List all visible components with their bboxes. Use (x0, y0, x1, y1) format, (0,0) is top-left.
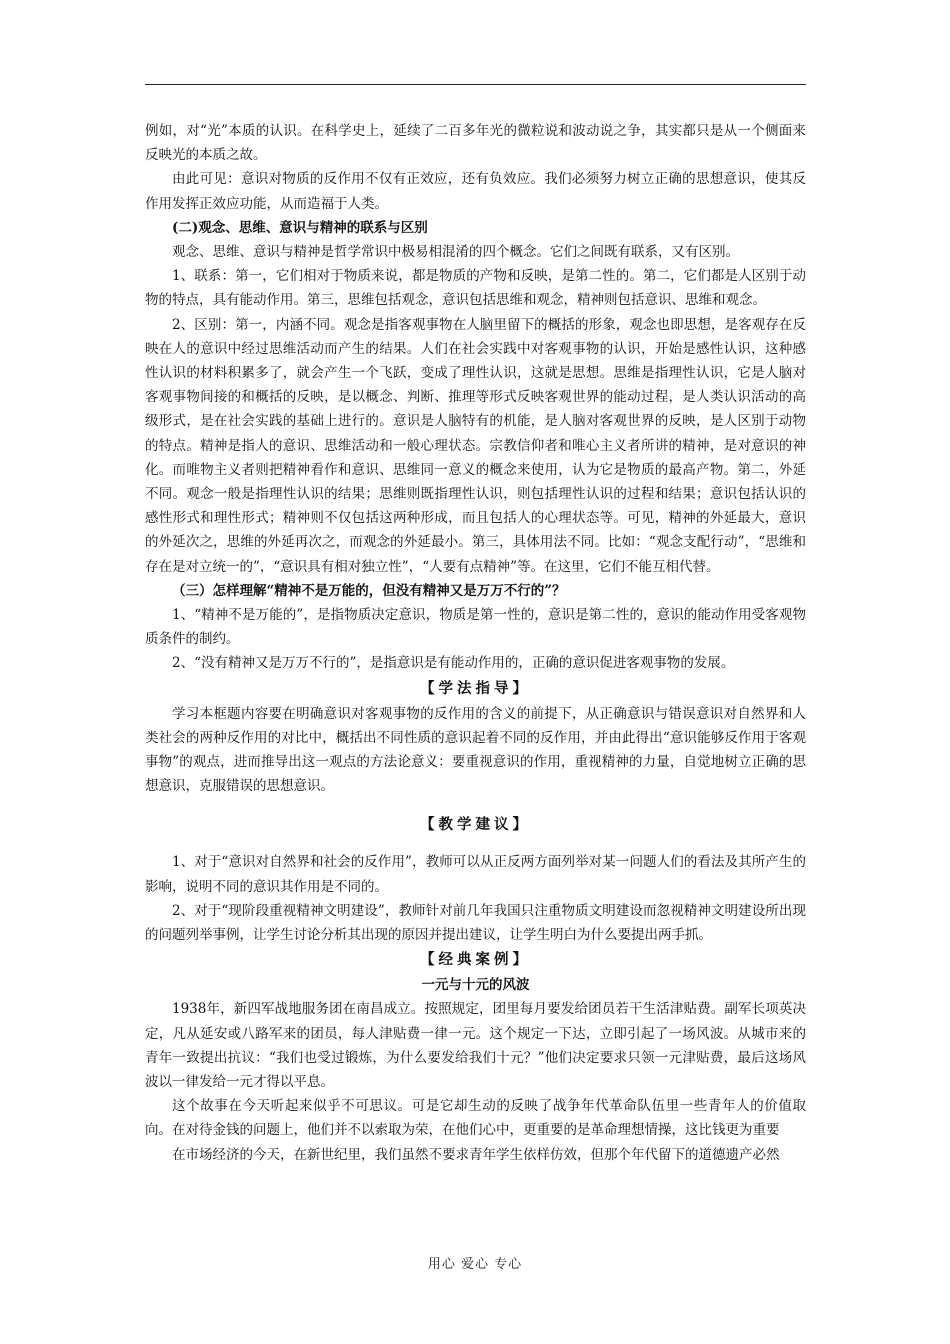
section-heading: (二)观念、思维、意识与精神的联系与区别 (172, 219, 428, 236)
section-title: 【教学建议】 (420, 816, 531, 834)
paragraph: 学习本框题内容要在明确意识对客观事物的反作用的含义的前提下，从正确意识与错误意识对自然界和人类社会的两种反作用的对比中，概括出不同性质的意识起着不同的反作用，并由此得出“意识能够反作用于客观事物”的观点，进而推导出这一观点的方法论意义：要重视意识的作用，重视精神的力量，自觉地树立正确的思想意识，克服错误的思想意识。 (145, 705, 806, 795)
story-title: 一元与十元的风波 (421, 977, 530, 994)
section-title: 【经典案例】 (420, 951, 531, 969)
paragraph: 观念、思维、意识与精神是哲学常识中极易相混淆的四个概念。它们之间既有联系，又有区别。 (172, 244, 739, 261)
paragraph: 这个故事在今天听起来似乎不可思议。可是它却生动的反映了战争年代革命队伍里一些青年人的价值取向。在对待金钱的问题上，他们并不以索取为荣，在他们心中，更重要的是革命理想情操，这比钱更为重要 (145, 1098, 806, 1139)
paragraph: 2、“没有精神又是万万不行的”，是指意识是有能动作用的，正确的意识促进客观事物的发展。 (172, 655, 735, 672)
spacer (145, 838, 806, 850)
paragraph: 2、对于“现阶段重视精神文明建设”，教师针对前几年我国只注重物质文明建设而忽视精神文明建设所出现的问题列举事例，让学生讨论分析其出现的原因并提出建议，让学生明白为什么要提出两手抓。 (145, 902, 806, 944)
page-footer: 用心 爱心 专心 (427, 1257, 523, 1272)
paragraph: 在市场经济的今天，在新世纪里，我们虽然不要求青年学生依样仿效，但那个年代留下的道德遗产必然 (172, 1146, 780, 1163)
paragraph: 1、联系：第一，它们相对于物质来说，都是物质的产物和反映，是第二性的。第二，它们都是人区别于动物的特点，具有能动作用。第三，思维包括观念，意识包括思维和观念，精神则包括意识、思维和观念。 (145, 268, 806, 309)
paragraph: 2、区别：第一，内涵不同。观念是指客观事物在人脑里留下的概括的形象，观念也即思想，是客观存在反映在人的意识中经过思维活动而产生的结果。人们在社会实践中对客观事物的认识，开始是感性认识，这种感性认识的材料积累多了，就会产生一个飞跃，变成了理性认识，这就是思想。思维是指理性认识，它是人脑对客观事物间接的和概括的反映，是以概念、判断、推理等形式反映客观世界的能动过程，是人类认识活动的高级形式，是在社会实践的基础上进行的。意识是人脑特有的机能，是人脑对客观世界的反映，是人区别于动物的特点。精神是指人的意识、思维活动和一般心理状态。宗教信仰者和唯心主义者所讲的精神，是对意识的神化。而唯物主义者则把精神看作和意识、思维同一意义的概念来使用，认为它是物质的最高产物。第二，外延不同。观念一般是指理性认识的结果；思维则既指理性认识，则包括理性认识的过程和结果；意识包括认识的感性形式和理性形式；精神则不仅包括这两种形成，而且包括人的心理状态等。可见，精神的外延最大，意识的外延次之，思维的外延再次之，而观念的外延最小。第三，具体用法不同。比如：“观念支配行动”，“思维和存在是对立统一的”，“意识具有相对独立性”，“人要有点精神”等。在这里，它们不能互相代替。 (145, 316, 806, 575)
section-heading: （三）怎样理解“精神不是万能的，但没有精神又是万万不行的”？ (172, 582, 566, 599)
paragraph: 由此可见：意识对物质的反作用不仅有正效应，还有负效应。我们必须努力树立正确的思想意识，使其反作用发挥正效应功能，从而造福于人类。 (145, 171, 806, 212)
paragraph: 1、对于“意识对自然界和社会的反作用”，教师可以从正反两方面列举对某一问题人们的看法及其所产生的影响，说明不同的意识其作用是不同的。 (145, 854, 806, 895)
header-rule (145, 84, 806, 85)
spacer (145, 798, 806, 812)
document-body (145, 119, 806, 1167)
section-title: 【学法指导】 (420, 679, 531, 697)
paragraph: 例如，对“光”本质的认识。在科学史上，延续了二百多年光的微粒说和波动说之争，其实都只是从一个侧面来反映光的本质之故。 (145, 123, 806, 164)
paragraph: 1、“精神不是万能的”，是指物质决定意识，物质是第一性的，意识是第二性的，意识的能动作用受客观物质条件的制约。 (145, 607, 806, 648)
paragraph: 1938年，新四军战地服务团在南昌成立。按照规定，团里每月要发给团员若干生活津贴费。副军长项英决定，凡从延安或八路军来的团员，每人津贴费一律一元。这个规定一下达，立即引起了一场风波。从城市来的青年一致提出抗议：“我们也受过锻炼，为什么要发给我们十元？”他们决定要求只领一元津贴费，最后这场风波以一律发给一元才得以平息。 (145, 1001, 806, 1090)
